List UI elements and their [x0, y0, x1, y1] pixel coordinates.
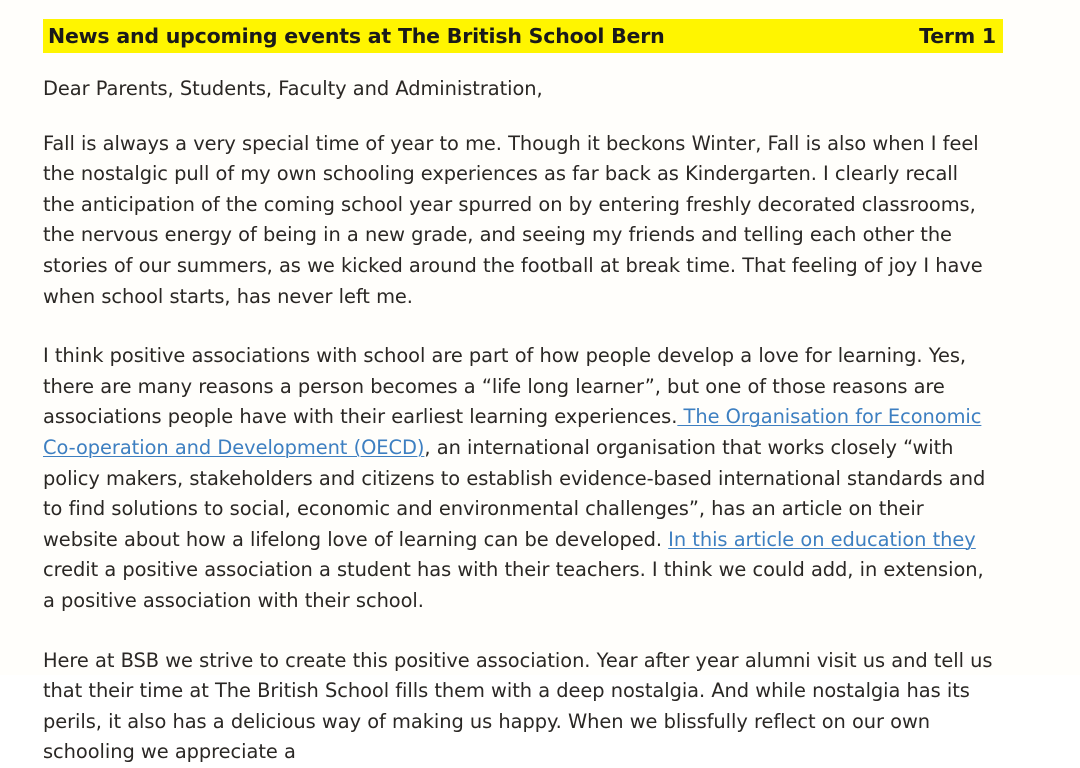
- newsletter-term-label: Term 1: [919, 24, 996, 48]
- paragraph-three: Here at BSB we strive to create this positive association. Year after year alumni visit us and tell us that their time at The British School fills them with a deep nostalgia. And while nostalgia has its perils, it also has a delicious way of making us happy. When we blissfully reflect on our own schooling we appreciate a: [43, 648, 993, 764]
- paragraph-two-segment-two: , an international organisation that works closely “with policy makers, stakeholders and citizens to establish evidence-based international standards and to find solutions to social, economic and environmental challenges”, has an article on their website about how a lifelong love of learning can be developed.: [43, 435, 986, 551]
- paragraph-two-segment-one: I think positive associations with school are part of how people develop a love for learning. Yes, there are many reasons a person becomes a “life long learner”, but one of those reasons are associations people have with their earliest learning experiences.: [43, 344, 967, 429]
- oecd-link[interactable]: The Organisation for Economic Co-operation and Development (OECD): [43, 405, 982, 459]
- newsletter-title: News and upcoming events at The British School Bern: [48, 24, 665, 48]
- paragraph-one: Fall is always a very special time of year to me. Though it beckons Winter, Fall is also when I feel the nostalgic pull of my own schooling experiences as far back as Kindergarten. I clearly recall the anticipation of the coming school year spurred on by entering freshly decorated classrooms, the nervous energy of being in a new grade, and seeing my friends and telling each other the stories of our summers, as we kicked around the football at break time. That feeling of joy I have when school starts, has never left me.: [43, 131, 983, 308]
- paragraph-two: [43, 341, 995, 616]
- newsletter-body: [43, 74, 995, 768]
- education-article-link[interactable]: In this article on education they: [668, 527, 976, 551]
- salutation-line: Dear Parents, Students, Faculty and Administration,: [43, 77, 543, 100]
- paragraph-two-segment-three: credit a positive association a student has with their teachers. I think we could add, in extension, a positive association with their school.: [43, 558, 984, 612]
- newsletter-header-banner: [43, 19, 1003, 53]
